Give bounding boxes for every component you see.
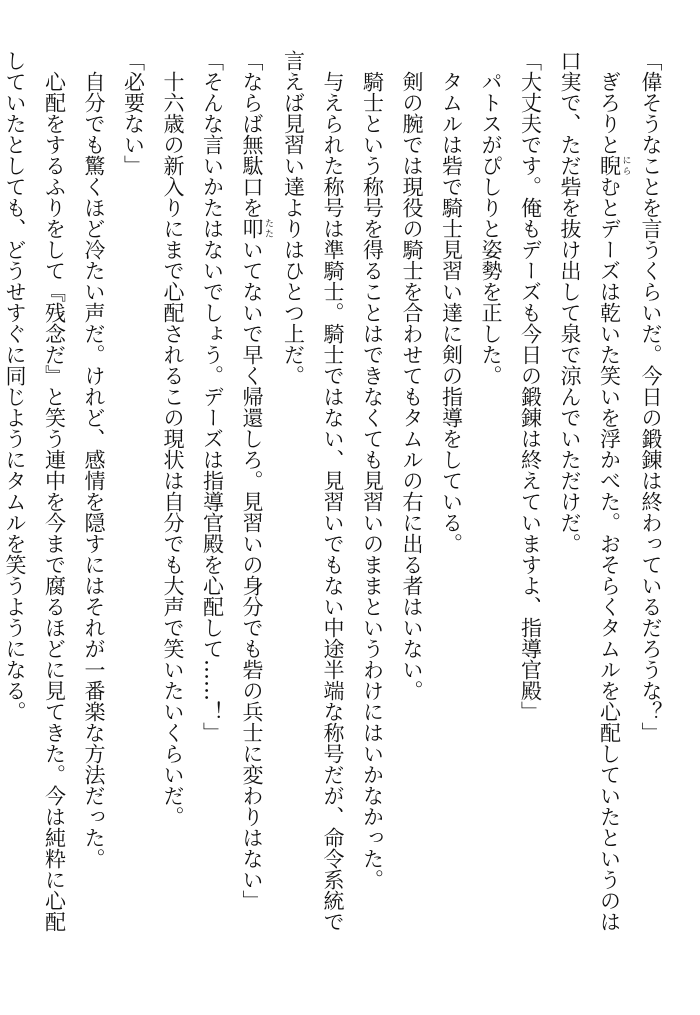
text-line: 騎士という称号を得ることはできなくても見習いのままというわけにはいかなかった。 — [360, 71, 385, 890]
text-line: 与えられた称号は準騎士。騎士ではない、見習いでもない中途半端な称号だが、命令系統で — [321, 71, 345, 932]
text-segment: いてないで早く帰還しろ。見習いの身分でも砦の兵士に変わりはない」 — [240, 239, 264, 911]
text-line: 「偉そうなことを言うくらいだ。今日の鍛錬は終わっているだろうな？」 — [639, 50, 663, 743]
ruby-reading: にら — [620, 155, 631, 176]
ruby-reading: たた — [263, 218, 273, 239]
ruby-word — [240, 218, 273, 239]
text-segment: むとデーズは乾いた笑いを浮かべた。おそらくタムルを心配していたというのは — [597, 176, 622, 932]
text-line: 「そんな言いかたはないでしょう。デーズは指導官殿を心配して……！」 — [200, 50, 225, 743]
text-line: 心配をするふりをして『残念だ』と笑う連中を今まで腐るほどに見てきた。今は純粋に心配 — [42, 71, 67, 932]
text-line — [232, 50, 274, 985]
ruby-base: 叩 — [240, 218, 264, 239]
text-segment: 「ならば無駄口を — [240, 50, 264, 218]
text-line — [589, 50, 631, 985]
text-line: 十六歳の新入りにまで心配されるこの現状は自分でも大声で笑いたいくらいだ。 — [161, 71, 185, 827]
text-line: 剣の腕では現役の騎士を合わせてもタムルの右に出る者はいない。 — [400, 71, 424, 701]
vertical-text-body — [3, 50, 670, 985]
text-line: 「必要ない」 — [121, 50, 146, 176]
text-line: 自分でも驚くほど冷たい声だ。けれど、感情を隠すにはそれが一番楽な方法だった。 — [82, 71, 106, 869]
text-line: 言えば見習い達よりはひとつ上だ。 — [281, 50, 306, 386]
text-line: パトスがぴしりと姿勢を正した。 — [479, 71, 503, 386]
text-line: していたとしても、どうせすぐに同じようにタムルを笑うようになる。 — [3, 50, 27, 722]
ruby-word — [597, 155, 631, 176]
text-line: 「大丈夫です。俺もデーズも今日の鍛錬は終えていますよ、指導官殿」 — [518, 50, 543, 722]
text-line: タムルは砦で騎士見習い達に剣の指導をしている。 — [439, 71, 464, 554]
text-line: 口実で、ただ砦を抜け出して泉で涼んでいただけだ。 — [558, 50, 582, 554]
ruby-base: 睨 — [597, 155, 622, 176]
text-segment: ぎろりと — [597, 71, 622, 155]
